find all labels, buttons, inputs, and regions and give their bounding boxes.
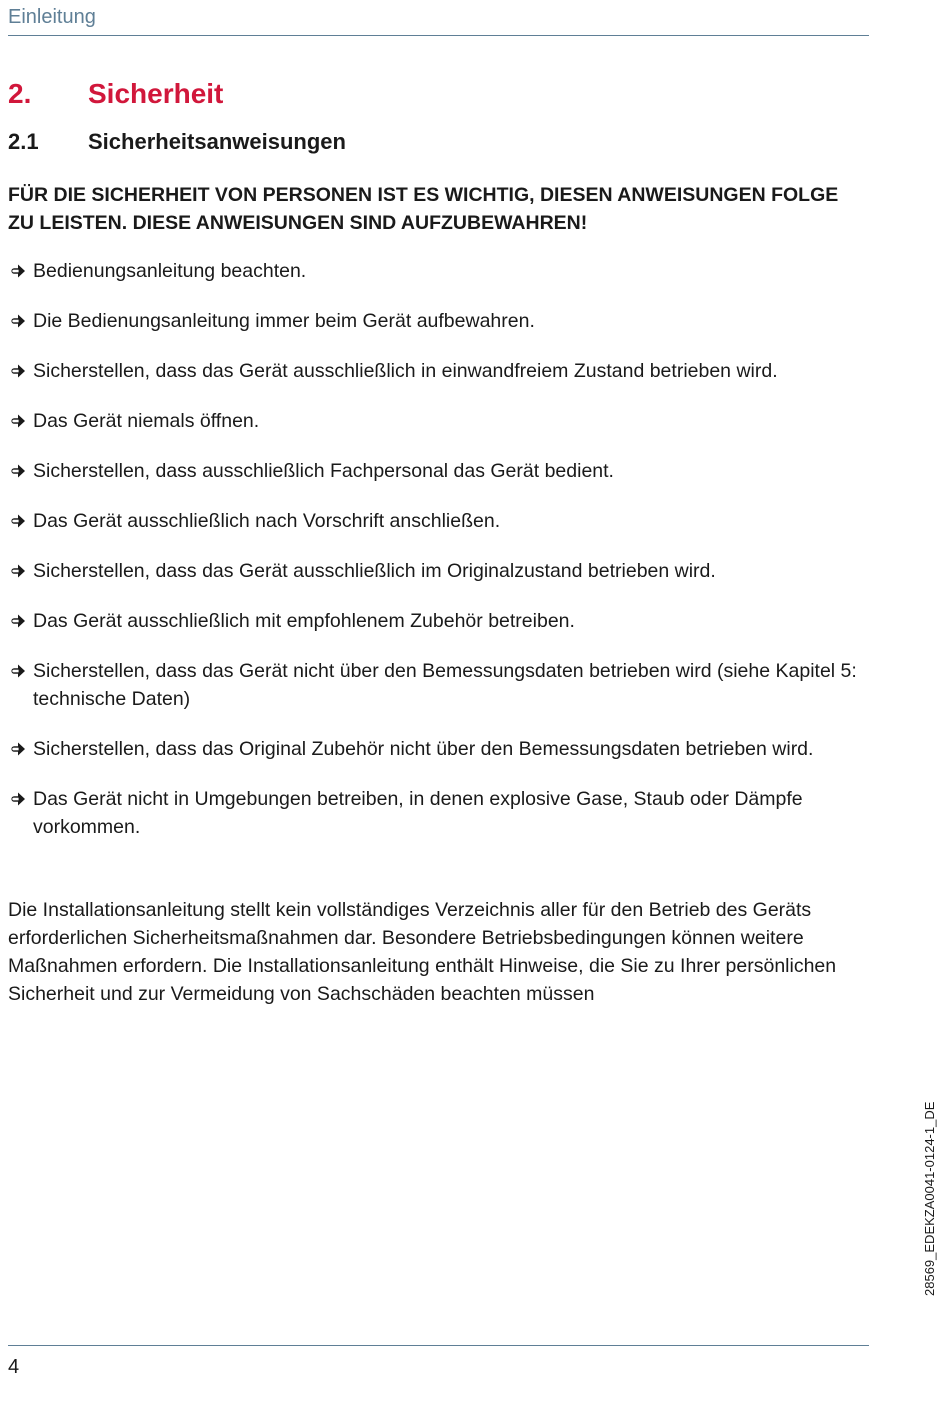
safety-paragraph: Die Installationsanleitung stellt kein vollständiges Verzeichnis aller für den Betrieb des Geräts erforderlichen Sicherheitsmaßnahmen dar. Besondere Betriebsbedingungen können weitere Maßnahmen erfordern. Die Installationsanleitung enthält Hinweise, die Sie zu Ihrer persönlichen Sicherheit und zur Vermeidung von Sachschäden beachten müssen: [8, 899, 837, 1005]
chapter-number: 2.: [8, 78, 32, 109]
instruction-item: [8, 657, 878, 713]
instruction-item: [8, 457, 878, 485]
section-title: Sicherheitsanweisungen: [88, 129, 346, 154]
arrow-right-icon: [8, 607, 33, 635]
safety-warning: FÜR DIE SICHERHEIT VON PERSONEN IST ES WICHTIG, DIESEN ANWEISUNGEN FOLGE ZU LEISTEN. DIESE ANWEISUNGEN SIND AUFZUBEWAHREN!: [8, 184, 839, 234]
instruction-text: Das Gerät ausschließlich nach Vorschrift anschließen.: [33, 510, 501, 532]
arrow-right-icon: [8, 407, 33, 435]
instruction-text: Die Bedienungsanleitung immer beim Gerät aufbewahren.: [33, 310, 535, 332]
instruction-item: [8, 407, 878, 435]
arrow-right-icon: [8, 257, 33, 285]
arrow-right-icon: [8, 785, 33, 841]
instruction-text: Sicherstellen, dass das Gerät ausschließlich im Originalzustand betrieben wird.: [33, 560, 716, 582]
instruction-text: Sicherstellen, dass das Gerät ausschließlich in einwandfreiem Zustand betrieben wird.: [33, 360, 778, 382]
footer-rule: [8, 1345, 869, 1346]
arrow-right-icon: [8, 307, 33, 335]
instruction-item: [8, 785, 878, 841]
header-section-label: Einleitung: [8, 6, 96, 28]
section-heading: [8, 129, 346, 155]
arrow-right-icon: [8, 557, 33, 585]
instruction-item: [8, 257, 878, 285]
instruction-item: [8, 557, 878, 585]
instruction-item: [8, 307, 878, 335]
arrow-right-icon: [8, 657, 33, 713]
instruction-text: Das Gerät nicht in Umgebungen betreiben, in denen explosive Gase, Staub oder Dämpfe vorkommen.: [33, 788, 803, 838]
arrow-right-icon: [8, 507, 33, 535]
instruction-text: Das Gerät niemals öffnen.: [33, 410, 260, 432]
instruction-text: Das Gerät ausschließlich mit empfohlenem Zubehör betreiben.: [33, 610, 575, 632]
instruction-text: Sicherstellen, dass das Original Zubehör nicht über den Bemessungsdaten betrieben wird.: [33, 738, 814, 760]
page-number: 4: [8, 1356, 20, 1378]
header-rule: [8, 35, 869, 36]
document-id: 28569_EDEKZA0041-0124-1_DE: [922, 1101, 937, 1296]
instruction-text: Bedienungsanleitung beachten.: [33, 260, 307, 282]
instruction-item: [8, 735, 878, 763]
chapter-title: Sicherheit: [88, 78, 224, 109]
instruction-item: [8, 607, 878, 635]
instruction-text: Sicherstellen, dass ausschließlich Fachpersonal das Gerät bedient.: [33, 460, 614, 482]
arrow-right-icon: [8, 735, 33, 763]
instruction-item: [8, 507, 878, 535]
arrow-right-icon: [8, 457, 33, 485]
instruction-item: [8, 357, 878, 385]
chapter-heading: [8, 78, 223, 110]
instruction-text: Sicherstellen, dass das Gerät nicht über den Bemessungsdaten betrieben wird (siehe Kapitel 5: technische Daten): [33, 660, 857, 710]
instruction-list: [8, 257, 878, 863]
section-number: 2.1: [8, 129, 39, 154]
arrow-right-icon: [8, 357, 33, 385]
